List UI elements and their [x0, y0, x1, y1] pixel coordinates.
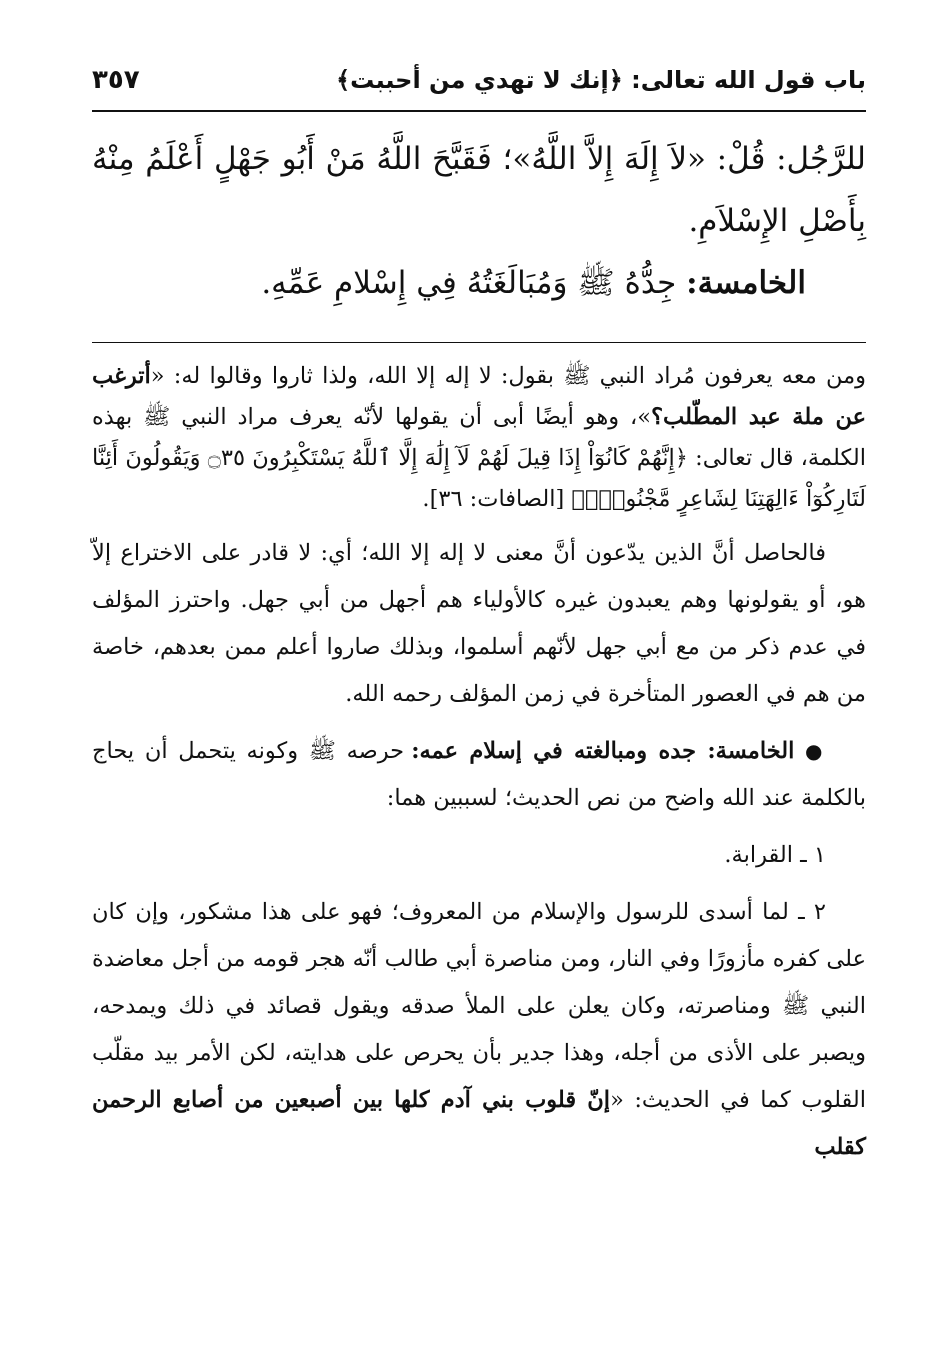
- fifth-label: الخامسة:: [686, 265, 806, 301]
- bullet-icon: ●: [805, 739, 826, 763]
- header-divider: [92, 110, 866, 112]
- matn-sharh-divider: [92, 342, 866, 343]
- sharh-text: [92, 356, 866, 1181]
- quran-verse: ﴿إِنَّهُمْ كَانُوٓاْ إِذَا قِيلَ لَهُمْ لَآ إِلَٰهَ إِلَّا ٱللَّهُ يَسْتَكْبِرُونَ ۝٣٥ وَيَقُولُونَ أَئِنَّا لَتَارِكُوٓاْ ءَالِهَتِنَا لِشَاعِرٍ مَّجْنُونٍۭ﴾: [92, 445, 866, 512]
- page-header: [92, 58, 866, 102]
- p3-bold-heading: الخامسة: جده ومبالغته في إسلام عمه:: [411, 738, 795, 764]
- item2-text: ٢ ـ لما أسدى للرسول والإسلام من المعروف؛ فهو على هذا مشكور، وإن كان على كفره مأزورًا وفي النار، ومن مناصرة أبي طالب أنّه هجر قومه من أجل معاضدة النبي ﷺ ومناصرته، وكان يعلن على الملأ صدقه ويقول قصائد في ذلك ويمدحه، ويصبر على الأذى من أجله، وهذا جدير بأن يحرص على هدايته، لكن الأمر بيد مقلّب القلوب كما في الحديث: «: [92, 899, 867, 1113]
- list-item-1: ١ ـ القرابة.: [724, 842, 826, 868]
- page-number: ٣٥٧: [92, 65, 140, 95]
- list-item-2: [92, 889, 866, 1171]
- sharh-paragraph-2: فالحاصل أنَّ الذين يدّعون أنَّ معنى لا إله إلا الله؛ أي: لا قادر على الاختراع إلاّ هو، أو يقولونها وهم يعبدون غيره كالأولياء هم أجهل من أبي جهل. واحترز المؤلف في عدم ذكر من مع أبي جهل لأنّهم أسلموا، وبذلك صاروا أعلم ممن بعدهم، خاصة من هم في العصور المتأخرة في زمن المؤلف رحمه الله.: [92, 540, 866, 707]
- p3-text: حرصه ﷺ وكونه يتحمل أن يحاج بالكلمة عند الله واضح من نص الحديث؛ لسببين هما:: [92, 738, 866, 811]
- sharh-paragraph-3: [92, 728, 866, 822]
- p1-text-b: »، وهو أيضًا أبى أن يقولها لأنّه يعرف مراد النبي ﷺ بهذه الكلمة، قال تعالى:: [92, 404, 866, 471]
- matn-fifth-point: [92, 252, 866, 314]
- verse-reference: [الصافات: ٣٦].: [422, 486, 572, 512]
- matn-text: [92, 128, 866, 314]
- running-title: باب قول الله تعالى: ﴿إنك لا تهدي من أحببت﴾: [336, 66, 866, 94]
- p1-bold-quote: أترغب عن ملة عبد المطّلب؟: [92, 363, 866, 430]
- sharh-paragraph-1: [92, 356, 866, 520]
- item2-hadith: إنّ قلوب بني آدم كلها بين أصبعين من أصابع الرحمن كقلب: [92, 1087, 866, 1160]
- matn-paragraph: للرَّجُل: قُلْ: «لاَ إِلَهَ إِلاَّ اللَّهُ»؛ فَقَبَّحَ اللَّهُ مَنْ أَبُو جَهْلٍ أَعْلَمُ مِنْهُ بِأَصْلِ الإِسْلاَمِ.: [92, 141, 866, 239]
- fifth-text: جِدُّهُ ﷺ وَمُبَالَغَتُهُ فِي إِسْلامِ عَمِّهِ.: [261, 265, 677, 301]
- p1-text-a: ومن معه يعرفون مُراد النبي ﷺ بقول: لا إله إلا الله، ولذا ثاروا وقالوا له: «: [150, 363, 866, 389]
